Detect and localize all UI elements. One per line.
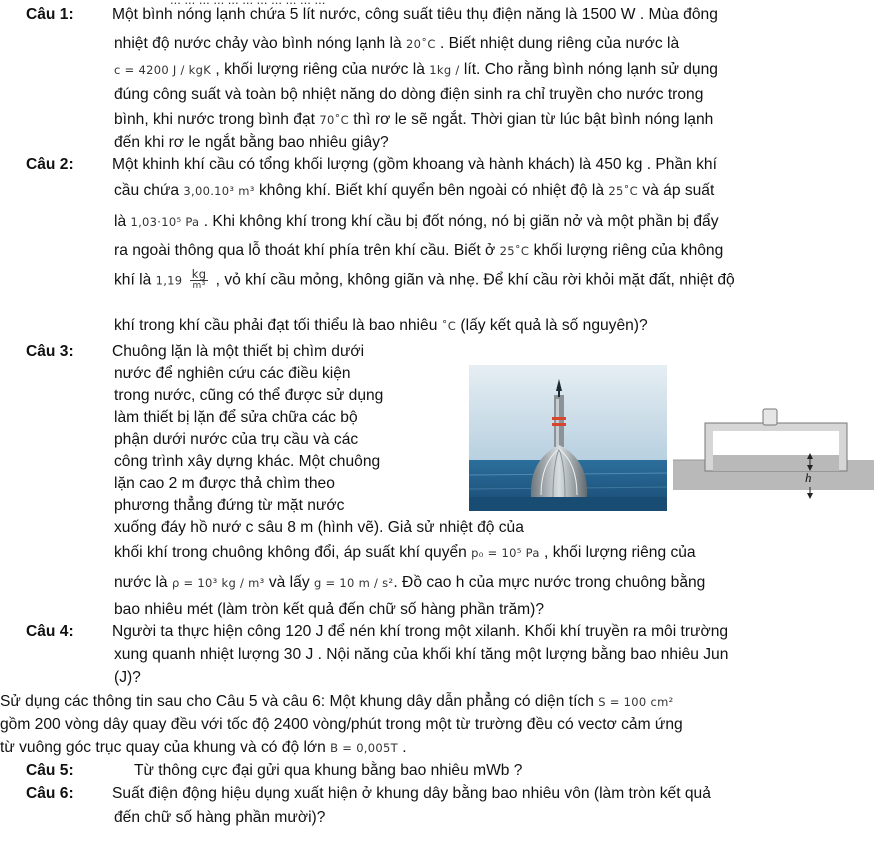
diving-bell-photo [469, 365, 667, 511]
q2-line-2: cầu chứa 3,00.10³ m³ không khí. Biết khí quyển bên ngoài có nhiệt độ là 25˚C và áp suất [114, 182, 715, 199]
q5-line-1: Câu 5: Từ thông cực đại gửi qua khung bằng bao nhiêu mWb ? [0, 761, 522, 780]
fraction-kg-per-m3: kg m³ [191, 267, 207, 291]
shared-line-1: Sử dụng các thông tin sau cho Câu 5 và câu 6: Một khung dây dẫn phẳng có diện tích S = 100 cm² [0, 693, 674, 710]
q1-line-4: đúng công suất và toàn bộ nhiệt năng do dòng điện sinh ra chỉ truyền cho nước trong [114, 86, 704, 103]
h-label: h [805, 470, 812, 485]
q1-label: Câu 1: [26, 6, 74, 23]
q3-line-5: phận dưới nước của trụ cầu và các [114, 431, 359, 448]
q1-line-2: nhiệt độ nước chảy vào bình nóng lạnh là 20˚C . Biết nhiệt dung riêng của nước là [114, 35, 680, 52]
q3-line-10: khối khí trong chuông không đổi, áp suất khí quyển p₀ = 10⁵ Pa , khối lượng riêng của [114, 544, 696, 561]
q1-line-3: c = 4200 J / kgK , khối lượng riêng của nước là 1kg / lít. Cho rằng bình nóng lạnh sử dụng [114, 61, 718, 78]
q2-label: Câu 2: [26, 156, 74, 173]
q3-line-3: trong nước, cũng có thể được sử dụng [114, 387, 384, 404]
q3-line-4: làm thiết bị lặn để sửa chữa các bộ [114, 409, 358, 426]
q2-line-5: khí là 1,19 kg m³ , vỏ khí cầu mỏng, không giãn và nhẹ. Để khí cầu rời khỏi mặt đất, nhiệt độ [114, 267, 735, 291]
q4-line-2: xung quanh nhiệt lượng 30 J . Nội năng của khối khí tăng một lượng bằng bao nhiêu Jun [114, 646, 729, 663]
q4-line-3: (J)? [114, 669, 141, 686]
q1-line-6: đến khi rơ le ngắt bằng bao nhiêu giây? [114, 134, 389, 151]
q3-line-1: Câu 3: Chuông lặn là một thiết bị chìm dưới [0, 342, 364, 361]
q3-line-2: nước để nghiên cứu các điều kiện [114, 365, 351, 382]
q4-label: Câu 4: [26, 623, 74, 640]
shared-line-3: từ vuông góc trục quay của khung và có độ lớn B = 0,005T . [0, 739, 407, 756]
q2-line-6: khí trong khí cầu phải đạt tối thiểu là bao nhiêu ˚C (lấy kết quả là số nguyên)? [114, 317, 648, 334]
q4-line-1: Câu 4: Người ta thực hiện công 120 J để nén khí trong một xilanh. Khối khí truyền ra môi trường [0, 622, 728, 641]
q3-line-8: phương thẳng đứng từ mặt nước [114, 497, 345, 514]
q6-line-2: đến chữ số hàng phần mười)? [114, 809, 326, 826]
q6-line-1: Câu 6: Suất điện động hiệu dụng xuất hiện ở khung dây bằng bao nhiêu vôn (làm tròn kết quả [0, 784, 711, 803]
q2-line-4: ra ngoài thông qua lỗ thoát khí phía trên khí cầu. Biết ở 25˚C khối lượng riêng của không [114, 242, 724, 259]
q5-label: Câu 5: [26, 762, 74, 779]
q3-line-6: công trình xây dựng khác. Một chuông [114, 453, 381, 470]
q6-label: Câu 6: [26, 785, 74, 802]
q3-line-11: nước là ρ = 10³ kg / m³ và lấy g = 10 m / s². Đồ cao h của mực nước trong chuông bằng [114, 574, 706, 591]
shared-line-2: gồm 200 vòng dây quay đều với tốc độ 2400 vòng/phút trong một từ trường đều có vectơ cảm ứng [0, 716, 683, 733]
q2-line-1: Câu 2: Một khinh khí cầu có tổng khối lượng (gồm khoang và hành khách) là 450 kg . Phần khí [0, 155, 717, 174]
q2-line-3: là 1,03·10⁵ Pa . Khi không khí trong khí cầu bị đốt nóng, nó bị giãn nở và một phần bị đẩy [114, 213, 719, 230]
diving-bell-diagram [667, 365, 880, 511]
q3-label: Câu 3: [26, 343, 74, 360]
q3-line-7: lặn cao 2 m được thả chìm theo [114, 475, 335, 492]
q1-line-1: Câu 1: Một bình nóng lạnh chứa 5 lít nước, công suất tiêu thụ điện năng là 1500 W . Mùa đông [0, 5, 718, 24]
q1-line-5: bình, khi nước trong bình đạt 70˚C thì rơ le sẽ ngắt. Thời gian từ lúc bật bình nóng lạnh [114, 111, 714, 128]
q3-line-9: xuống đáy hồ nướ c sâu 8 m (hình vẽ). Giả sử nhiệt độ của [114, 519, 524, 536]
q3-line-12: bao nhiêu mét (làm tròn kết quả đến chữ số hàng phần trăm)? [114, 601, 544, 618]
